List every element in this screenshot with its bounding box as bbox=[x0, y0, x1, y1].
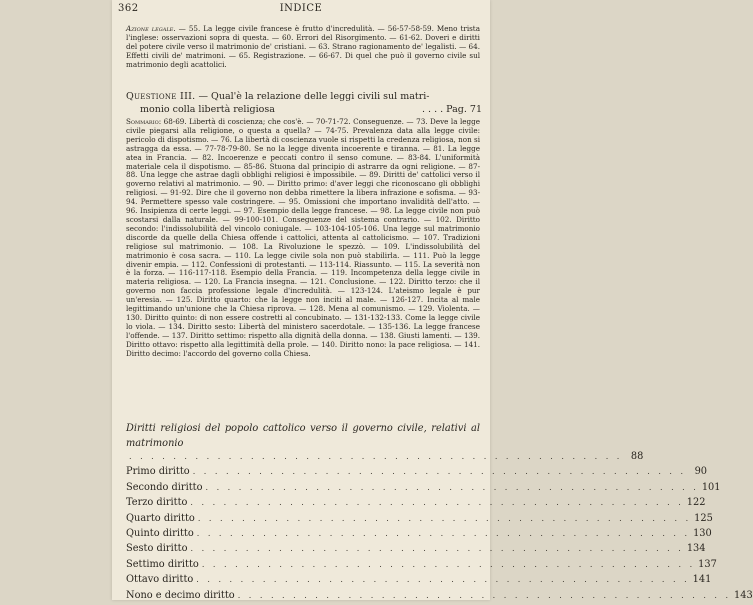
toc-item bbox=[126, 574, 712, 589]
toc-leader-dots: . . . . . . . . . . . . . . . . . . . . . . . . . . . . . . . . . . . . . . . . . . . . . bbox=[196, 575, 690, 585]
toc-leader-dots: . . . . . . . . . . . . . . . . . . . . . . . . . . . . . . . . . . . . . . . . . . . . . bbox=[129, 452, 623, 461]
toc-item bbox=[126, 497, 706, 512]
toc-leader-dots: . . . . . . . . . . . . . . . . . . . . . . . . . . . . . . . . . . . . . . . . . . . . . bbox=[192, 467, 687, 477]
toc-item-page: 122 bbox=[686, 497, 706, 509]
intro-paragraph bbox=[126, 25, 480, 70]
toc-leader-dots: . . . . . . . . . . . . . . . . . . . . . . . . . . . . . . . . . . . . . . . . . . . . . bbox=[197, 513, 692, 523]
toc-item bbox=[126, 558, 717, 574]
toc-leader-dots: . . . . . . . . . . . . . . . . . . . . . . . . . . . . . . . . . . . . . . . . . . . . . bbox=[237, 590, 732, 600]
toc-item-label: Secondo diritto bbox=[126, 481, 203, 493]
table-of-contents bbox=[126, 421, 753, 605]
toc-section-title-text: Diritti religiosi del popolo cattolico verso il governo civile, relativi al matrimonio bbox=[126, 423, 480, 449]
toc-item bbox=[126, 481, 721, 497]
toc-leader-dots: . . . . . . . . . . . . . . . . . . . . . . . . . . . . . . . . . . . . . . . . . . . . . bbox=[196, 528, 691, 538]
summary-text: : 68-69. Libertà di coscienza; che cos'è. — 70-71-72. Conseguenze. — 73. Deve la legge civile piegarsi alla religione, o questa a quella? — 74-75. Prevalenza data alla legge civile: pericolo di dispotismo. — 76. La libertà di coscienza vuole si rispetti la credenza religiosa, non si astragga da essa. — 77-78-79-80. Se no la legge diventa incoerente e tiranna. — 81. La legge atea in Francia. — 82. Incoerenze e peccati contro il senso comune. — 83-84. L'uniformità materiale cela il dispotismo. — 85-86. Stuona dal principio di astrarre da ogni religione. — 87-88. Una legge che astrae dagli obblighi religiosi è impossibile. — 89. Diritti de' cattolici verso il governo relativi al matrimonio. — 90. — Diritto primo: d'aver leggi che riconoscano gli obblighi religiosi. — 91-92. Dire che il governo non debba rimettere la libera infrazione e sofisma. — 93-94. Permettere spesso vale costringere. — 95. Omissioni che importano invalidità dell'atto. — 96. Insipienza di certe leggi. — 97. Esempio della legge francese. — 98. La legge civile non può scostarsi dalla naturale. — 99-100-101. Conseguenze del sistema contrario. — 102. Diritto secondo: l'indissolubilità del vincolo coniugale. — 103-104-105-106. Una legge sul matrimonio discorde da quelle della Chiesa offende i cattolici, attenta al cattolicismo. — 107. Tradizioni religiose sul matrimonio. — 108. La Rivoluzione le spezzò. — 109. L'indissolubilità del matrimonio è cosa sacra. — 110. La legge civile sola non può stabilirla. — 111. Può la legge divenir empia. — 112. Confessioni di protestanti. — 113-114. Riassunto. — 115. La severità non è la forza. — 116-117-118. Esempio della Francia. — 119. Incompetenza della legge civile in materia religiosa. — 120. La Francia insegna. — 121. Conclusione. — 122. Diritto terzo: che il governo non faccia professione legale d'incredulità. — 123-124. L'ateismo legale è pur un'eresia. — 125. Diritto quarto: che la legge non inciti al male. — 126-127. Incita al male legittimando un'unione che la Chiesa riprova. — 128. Mena al comunismo. — 129. Violenta. — 130. Diritto quinto: di non essere costretti al concubinato. — 131-132-133. Come la legge civile lo viola. — 134. Diritto sesto: Libertà del ministero sacerdotale. — 135-136. La legge francese l'offende. — 137. Diritto settimo: rispetto alla dignità della donna. — 138. Giusti lamenti. — 139. Diritto ottavo: rispetto alla legittimità della prole. — 140. Diritto nono: la pace religiosa. — 141. Diritto decimo: l'accordo del governo colla Chiesa. bbox=[126, 117, 480, 358]
toc-leader-dots: . . . . . . . . . . . . . . . . . . . . . . . . . . . . . . . . . . . . . . . . . . . . . bbox=[190, 544, 684, 554]
toc-item-label: Quarto diritto bbox=[126, 512, 195, 524]
toc-leader-dots: . . . . . . . . . . . . . . . . . . . . . . . . . . . . . . . . . . . . . . . . . . . . . bbox=[201, 559, 696, 569]
toc-item-page: 125 bbox=[694, 512, 713, 524]
toc-item bbox=[126, 466, 708, 481]
running-title: INDICE bbox=[279, 3, 323, 14]
toc-item-page: 141 bbox=[692, 574, 712, 586]
book-page bbox=[112, 0, 753, 601]
toc-item-label: Ottavo diritto bbox=[126, 574, 194, 586]
toc-section-page: 88 bbox=[630, 451, 644, 462]
toc-item-page: 137 bbox=[698, 558, 717, 570]
toc-item bbox=[126, 543, 706, 558]
question-page: . . . . Pag. 71 bbox=[422, 103, 482, 115]
toc-item-page: 134 bbox=[686, 543, 706, 555]
toc-item-label: Terzo diritto bbox=[126, 497, 188, 509]
toc-item-page: 101 bbox=[701, 481, 721, 493]
toc-item-label: Sesto diritto bbox=[126, 543, 188, 555]
toc-item bbox=[126, 589, 753, 605]
summary-paragraph bbox=[126, 118, 480, 358]
toc-items bbox=[126, 466, 753, 605]
question-line-2: monio colla libertà religiosa bbox=[140, 103, 275, 115]
page-header bbox=[112, 3, 490, 19]
page-number: 362 bbox=[118, 3, 139, 14]
toc-item-label: Settimo diritto bbox=[126, 558, 199, 570]
toc-item-page: 90 bbox=[694, 466, 708, 478]
toc-item-page: 143 bbox=[734, 589, 753, 601]
toc-item-page: 130 bbox=[693, 527, 712, 539]
toc-item-label: Nono e decimo diritto bbox=[126, 589, 235, 601]
toc-leader-dots: . . . . . . . . . . . . . . . . . . . . . . . . . . . . . . . . . . . . . . . . . . . . . bbox=[190, 498, 684, 508]
summary-lead: Sommario bbox=[126, 117, 159, 126]
question-heading bbox=[126, 91, 482, 116]
toc-section-row bbox=[126, 451, 644, 466]
intro-text: . — 55. La legge civile francese è frutto d'incredulità. — 56-57-58-59. Meno trista l'inglese: osservazioni sopra di questa. — 60. Errori del Risorgimento. — 61-62. Doveri e diritti del potere civile verso il matrimonio de' cristiani. — 63. Strano ragionamento de' legalisti. — 64. Effetti civili de' matrimoni. — 65. Registrazione. — 66-67. Di quel che può il governo civile sul matrimonio degli acattolici. bbox=[126, 24, 480, 69]
intro-lead: Azione legale bbox=[126, 24, 174, 33]
toc-section-title bbox=[126, 421, 480, 451]
toc-item-label: Primo diritto bbox=[126, 466, 190, 478]
question-line-1: — Qual'è la relazione delle leggi civili sul matri- bbox=[195, 91, 430, 102]
toc-item bbox=[126, 527, 712, 543]
toc-item-label: Quinto diritto bbox=[126, 527, 194, 539]
toc-leader-dots: . . . . . . . . . . . . . . . . . . . . . . . . . . . . . . . . . . . . . . . . . . . . . bbox=[205, 482, 699, 492]
toc-item bbox=[126, 512, 713, 528]
question-label: Questione III. bbox=[126, 91, 196, 102]
